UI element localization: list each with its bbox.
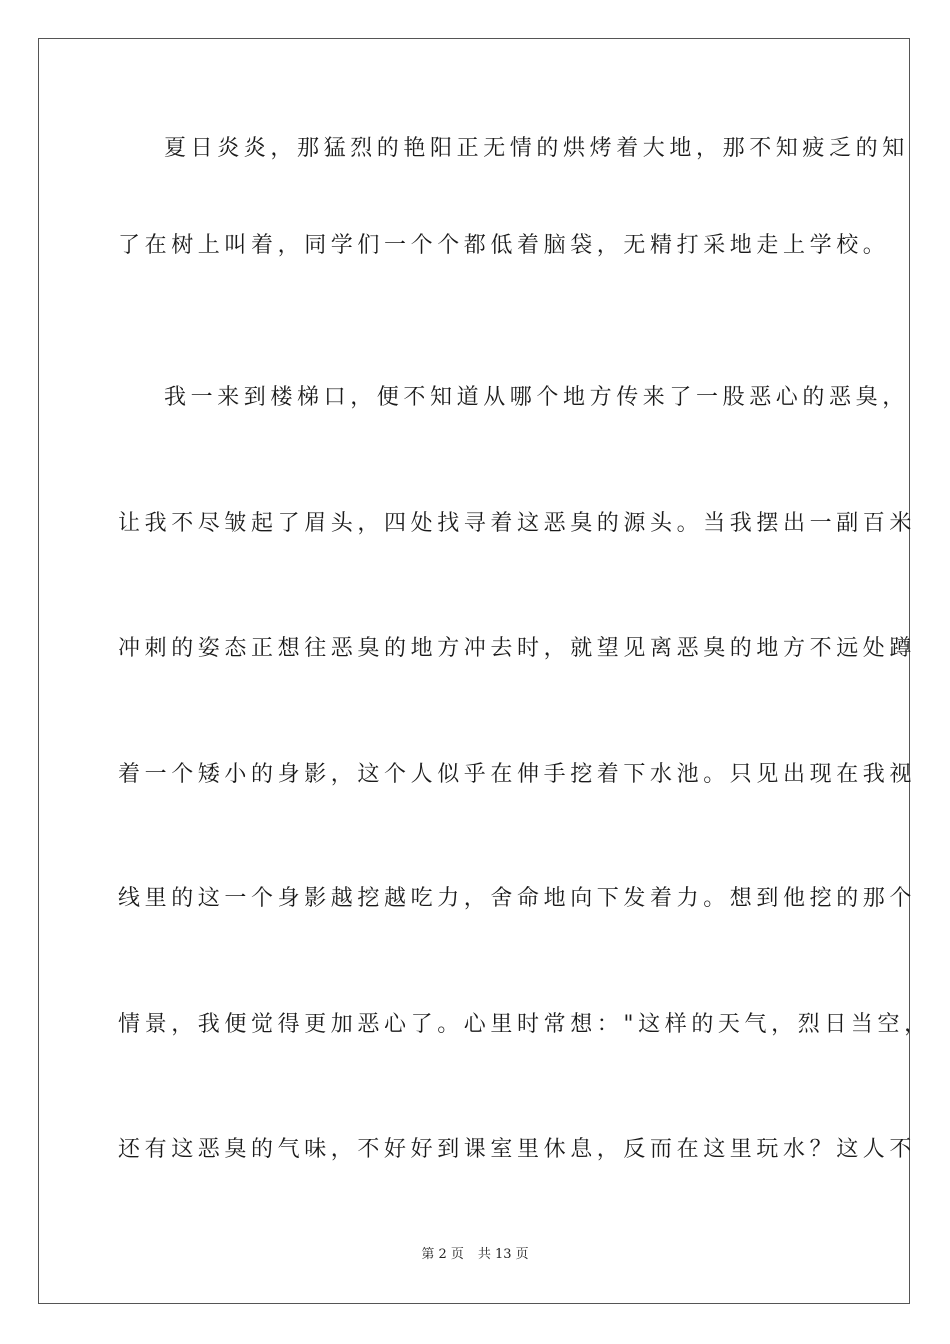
- paragraph-2-line-7: 还有这恶臭的气味，不好好到课室里休息，反而在这里玩水？这人不: [118, 1137, 917, 1162]
- page-number: 第 2 页: [421, 1247, 464, 1262]
- paragraph-1-line-2: 了在树上叫着，同学们一个个都低着脑袋，无精打采地走上学校。: [118, 233, 890, 258]
- paragraph-2-line-2: 让我不尽皱起了眉头，四处找寻着这恶臭的源头。当我摆出一副百米: [118, 511, 917, 536]
- paragraph-2-line-6: 情景，我便觉得更加恶心了。心里时常想："这样的天气，烈日当空，: [118, 1012, 931, 1037]
- paragraph-1-line-1: 夏日炎炎，那猛烈的艳阳正无情的烘烤着大地，那不知疲乏的知: [164, 136, 909, 161]
- paragraph-2-line-4: 着一个矮小的身影，这个人似乎在伸手挖着下水池。只见出现在我视: [118, 762, 917, 787]
- total-pages: 共 13 页: [477, 1247, 529, 1262]
- page-border: [38, 38, 931, 1304]
- page-footer: [0, 1246, 950, 1264]
- paragraph-2-line-5: 线里的这一个身影越挖越吃力，舍命地向下发着力。想到他挖的那个: [118, 886, 917, 911]
- paragraph-2-line-1: 我一来到楼梯口，便不知道从哪个地方传来了一股恶心的恶臭，: [164, 385, 909, 410]
- paragraph-2-line-3: 冲刺的姿态正想往恶臭的地方冲去时，就望见离恶臭的地方不远处蹲: [118, 636, 917, 661]
